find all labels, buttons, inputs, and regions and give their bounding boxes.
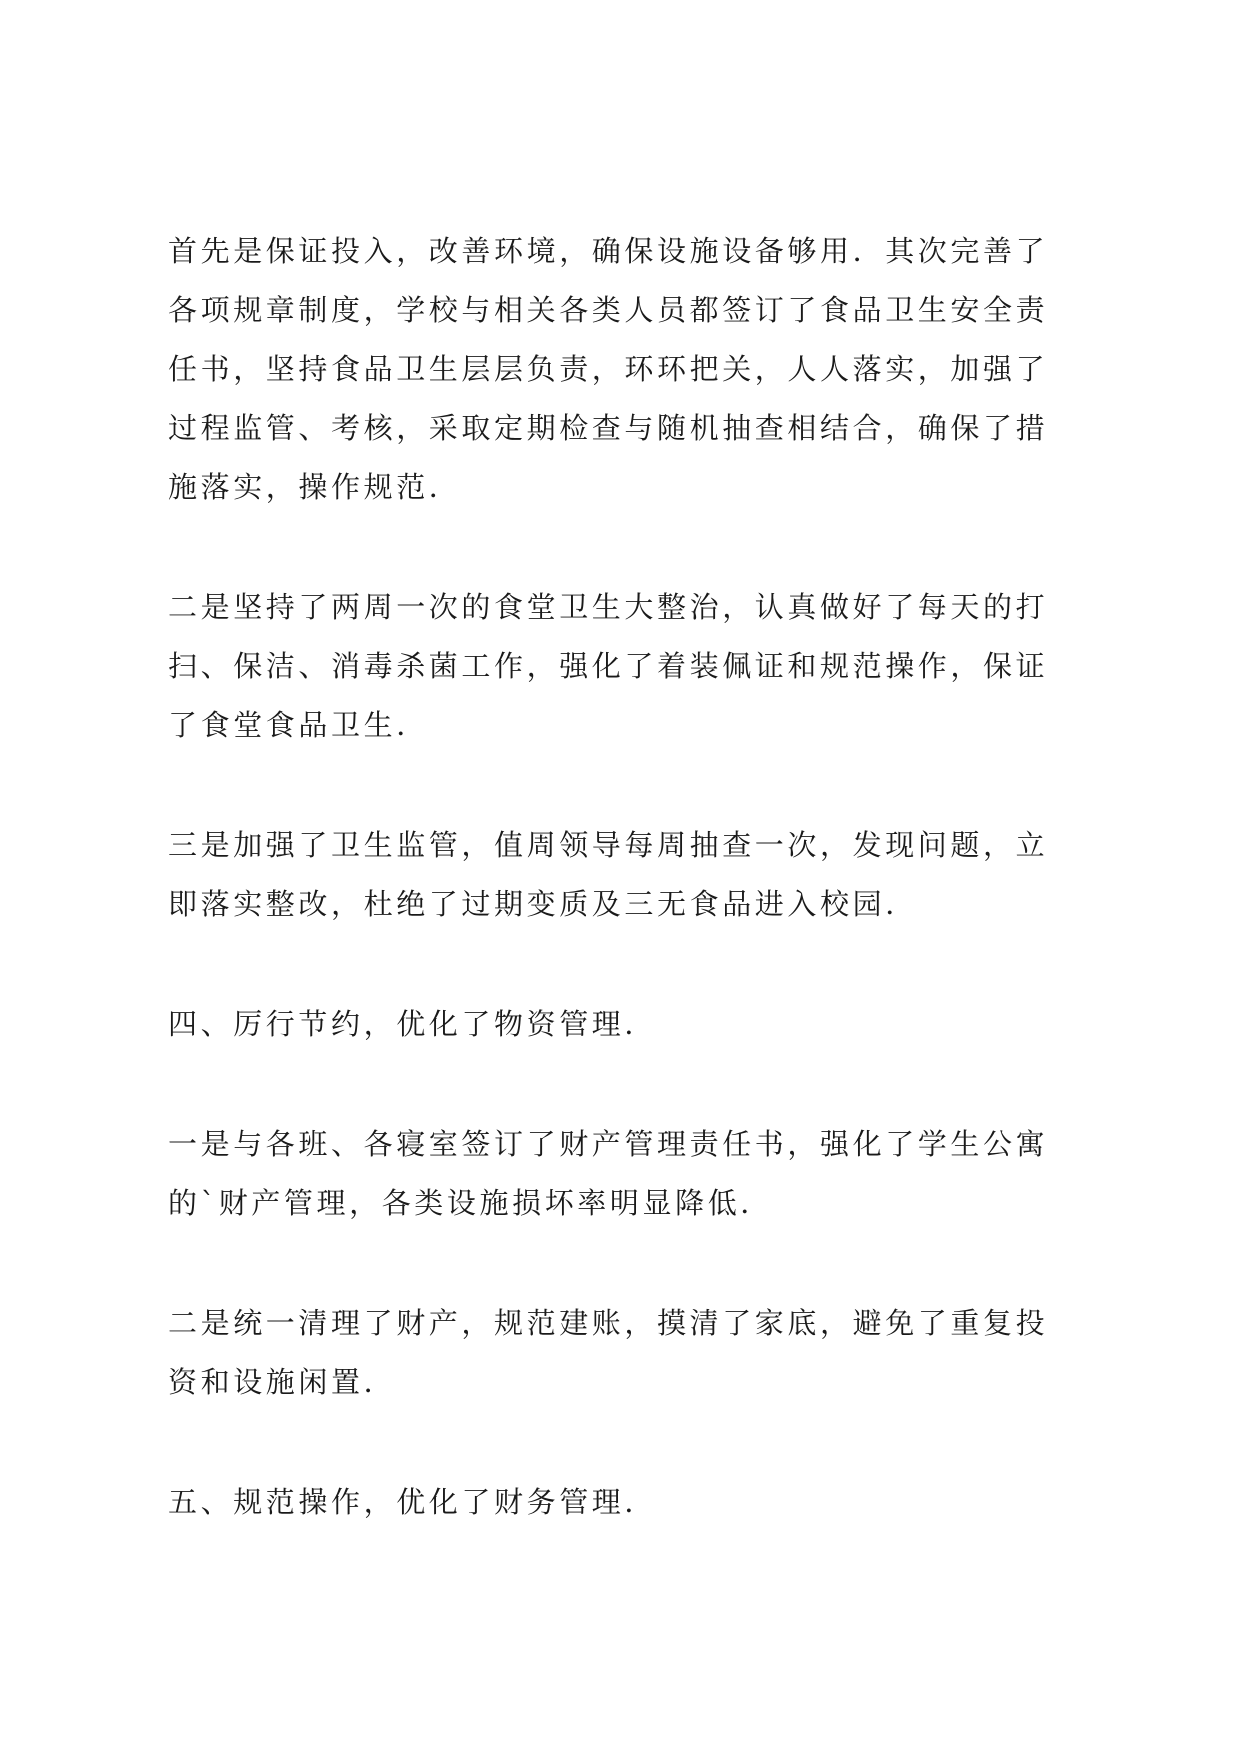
heading-financial-management: 五、规范操作，优化了财务管理． [168, 1485, 658, 1519]
heading-material-management: 四、厉行节约，优化了物资管理． [168, 1007, 658, 1041]
document-body [168, 222, 1073, 1532]
paragraph-asset-inventory: 二是统一清理了财产，规范建账，摸清了家底，避免了重复投资和设施闲置． [168, 1306, 1049, 1399]
paragraph-hygiene-supervision: 三是加强了卫生监管，值周领导每周抽查一次，发现问题，立即落实整改，杜绝了过期变质及三无食品进入校园． [168, 828, 1049, 921]
paragraph-spacer [168, 1054, 1073, 1115]
paragraph-spacer [168, 934, 1073, 995]
paragraph-spacer [168, 517, 1073, 578]
paragraph-property-responsibility: 一是与各班、各寝室签订了财产管理责任书，强化了学生公寓的`财产管理，各类设施损坏率明显降低． [168, 1127, 1049, 1220]
paragraph-spacer [168, 1233, 1073, 1294]
paragraph-investment: 首先是保证投入，改善环境，确保设施设备够用．其次完善了各项规章制度，学校与相关各类人员都签订了食品卫生安全责任书，坚持食品卫生层层负责，环环把关，人人落实，加强了过程监管、考核，采取定期检查与随机抽查相结合，确保了措施落实，操作规范． [168, 234, 1049, 504]
paragraph-spacer [168, 755, 1073, 816]
paragraph-spacer [168, 1412, 1073, 1473]
paragraph-canteen-cleanup: 二是坚持了两周一次的食堂卫生大整治，认真做好了每天的打扫、保洁、消毒杀菌工作，强化了着装佩证和规范操作，保证了食堂食品卫生． [168, 590, 1049, 742]
